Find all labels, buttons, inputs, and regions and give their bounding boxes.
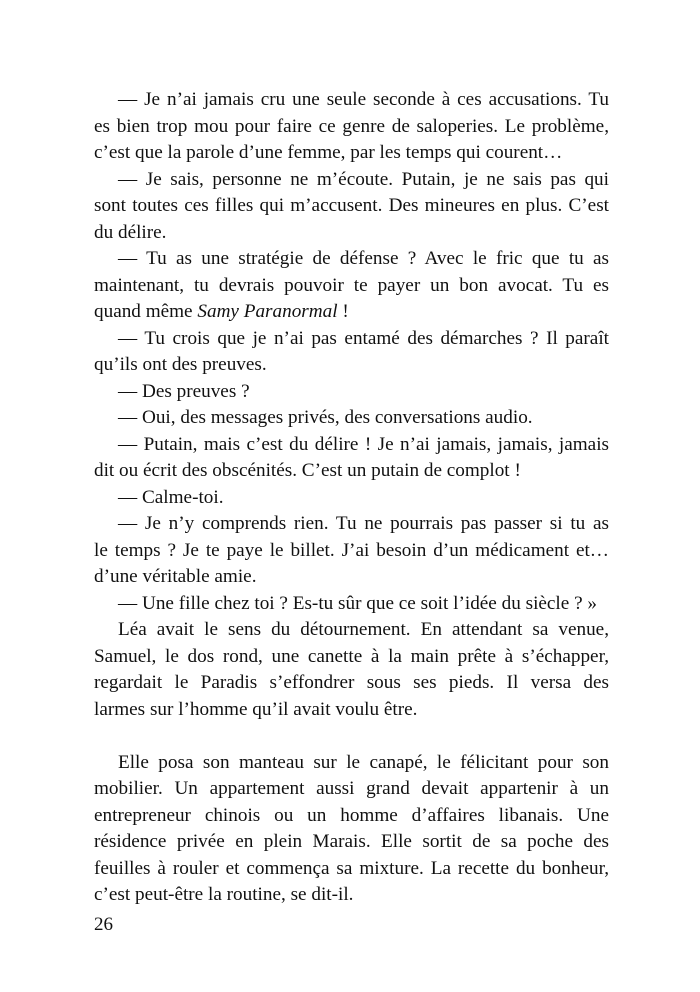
text-line: — Putain, mais c’est du délire ! Je n’ai jamais, jamais, jamais [118,433,609,455]
text-line: — Je sais, personne ne m’écoute. Putain, je ne sais pas qui [118,168,609,190]
paragraph [94,87,609,167]
text-line: regardait le Paradis s’effondrer sous ses pieds. Il versa des [94,672,609,693]
paragraph [94,617,609,723]
text-line: mobilier. Un appartement aussi grand devait appartenir à un [94,778,609,799]
paragraph [94,591,609,618]
text-line: — Calme-toi. [118,486,224,508]
text-line: dit ou écrit des obscénités. C’est un putain de complot ! [94,460,521,481]
text-segment: ! [337,301,349,322]
text-line: Léa avait le sens du détournement. En attendant sa venue, [118,619,609,640]
text-line: Samuel, le dos rond, une canette à la main prête à s’échapper, [94,645,609,667]
paragraph [94,750,609,909]
text-line: es bien trop mou pour faire ce genre de saloperies. Le problème, [94,115,609,137]
paragraph [94,432,609,485]
text-line: d’une véritable amie. [94,566,257,587]
text-line: — Oui, des messages privés, des conversations audio. [118,407,533,428]
text-line: feuilles à rouler et commença sa mixture. La recette du bonheur, [94,857,609,879]
text-line: entrepreneur chinois ou un homme d’affaires libanais. Une [94,804,609,826]
text-line: Elle posa son manteau sur le canapé, le félicitant pour son [118,751,609,773]
text-line: — Une fille chez toi ? Es-tu sûr que ce soit l’idée du siècle ? » [118,592,597,614]
text-line: du délire. [94,221,167,243]
page-body [94,87,609,909]
text-line [94,299,609,326]
text-line: le temps ? Je te paye le billet. J’ai besoin d’un médicament et… [94,539,609,561]
text-line: résidence privée en plein Marais. Elle sortit de sa poche des [94,831,609,852]
text-segment: quand même [94,301,198,322]
paragraph [94,246,609,326]
text-line: — Je n’y comprends rien. Tu ne pourrais pas passer si tu as [118,513,609,534]
section-break [94,723,609,750]
italic-title: Samy Paranormal [197,301,338,322]
text-line: — Des preuves ? [118,380,250,402]
text-line: sont toutes ces filles qui m’accusent. Des mineures en plus. C’est [94,195,609,216]
paragraph [94,485,609,512]
text-line: — Tu crois que je n’ai pas entamé des démarches ? Il paraît [118,327,609,349]
paragraph [94,379,609,406]
text-line: — Tu as une stratégie de défense ? Avec le fric que tu as [118,248,609,269]
paragraph [94,511,609,591]
text-line: c’est que la parole d’une femme, par les temps qui courent… [94,142,563,163]
paragraph [94,326,609,379]
text-line: c’est peut-être la routine, se dit-il. [94,884,354,905]
page-number: 26 [94,914,113,935]
text-line: — Je n’ai jamais cru une seule seconde à ces accusations. Tu [118,89,609,110]
text-line: maintenant, tu devrais pouvoir te payer un bon avocat. Tu es [94,274,609,296]
text-line: larmes sur l’homme qu’il avait voulu être. [94,698,418,720]
paragraph [94,167,609,247]
text-line: qu’ils ont des preuves. [94,354,267,375]
paragraph [94,405,609,432]
